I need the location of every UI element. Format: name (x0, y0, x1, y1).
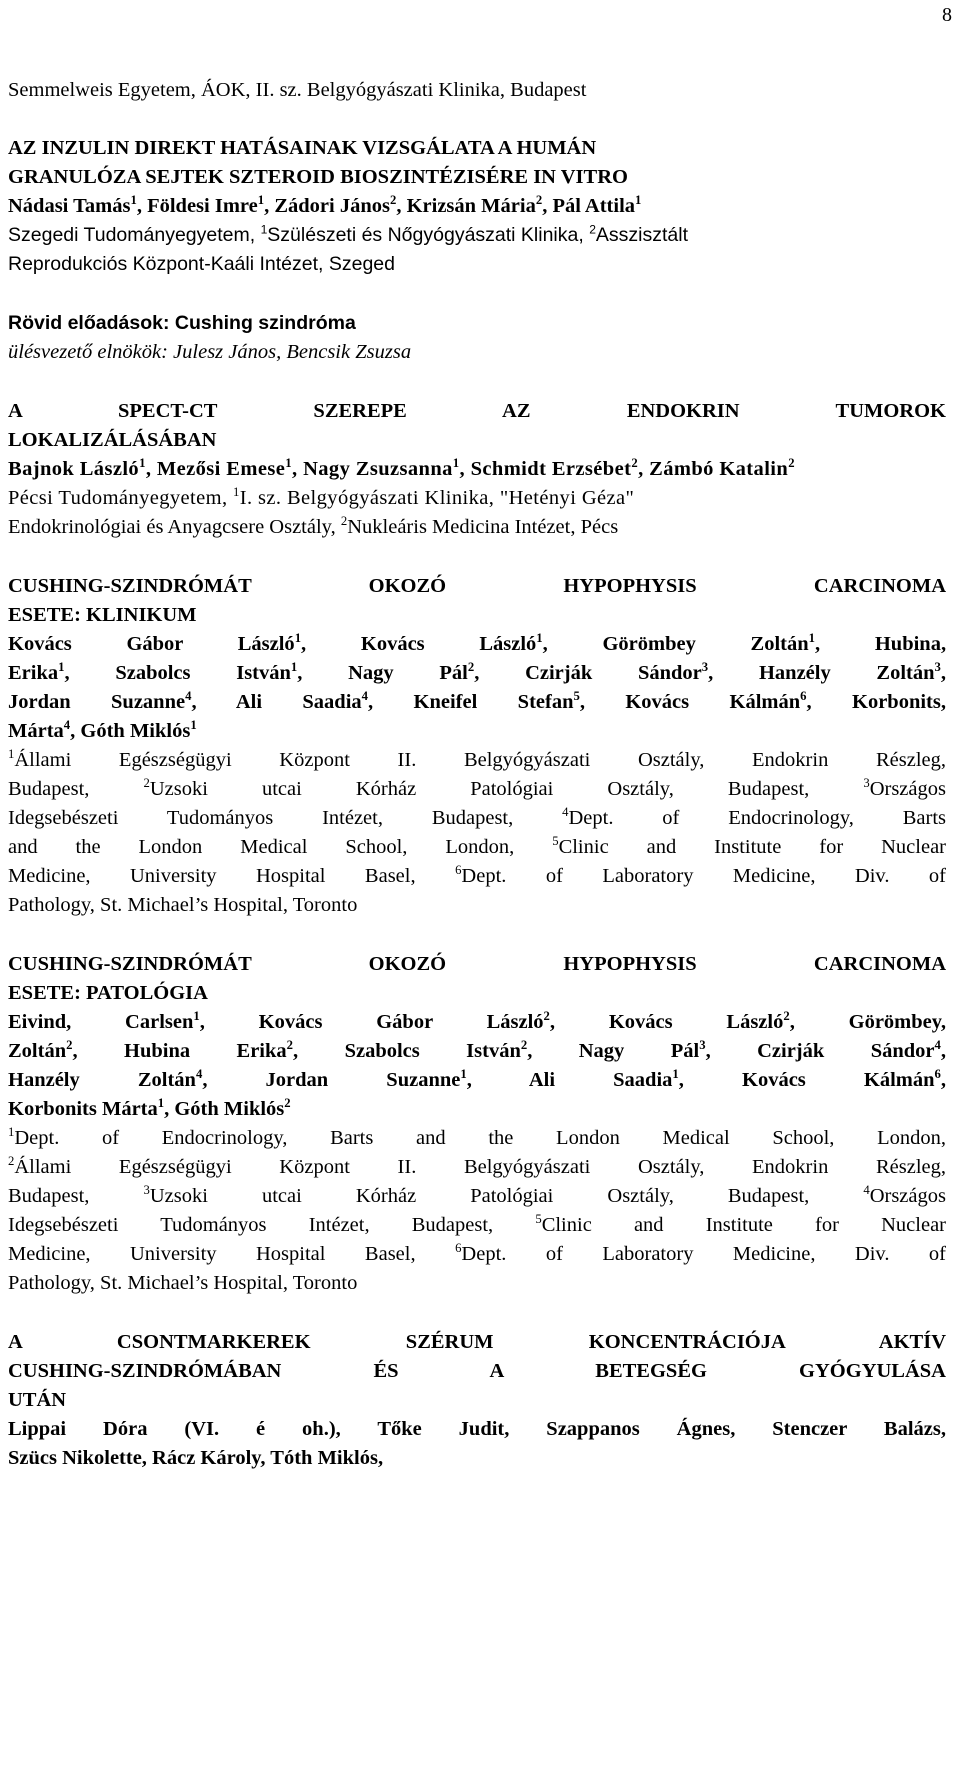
affiliation-mark: 5 (552, 834, 559, 849)
author-name: Szabolcs István (344, 1040, 521, 1062)
author-affiliation-mark: 2 (783, 1009, 790, 1024)
affiliation-line (8, 746, 946, 775)
author-affiliation-mark: 1 (672, 1067, 679, 1082)
author-line: Márta$^4$, Góth Miklós$^1$ (8, 718, 197, 742)
session-title: Rövid előadások: Cushing szindróma (8, 312, 356, 334)
author-affiliation-mark: 2 (631, 456, 639, 471)
affiliation-text: Állami Egészségügyi Központ II. Belgyógyászati Osztály, Endokrin Részleg, (14, 1156, 946, 1178)
author-list: Bajnok László$^1$, Mezősi Emese$^1$, Nagy Zsuzsanna$^1$, Schmidt Erzsébet$^2$, Zámbó Katalin$^2$ (8, 456, 795, 480)
affiliation-mark: 4 (562, 805, 569, 820)
author-name: Kovács László (360, 633, 537, 655)
author-name: Szabolcs István (115, 662, 291, 684)
affiliation-list (8, 1124, 946, 1298)
author-name: Kovács Gábor László (258, 1011, 544, 1033)
author-name: Erika (8, 662, 59, 684)
abstract-title: UTÁN (8, 1389, 67, 1411)
affiliation-mark: 1 (8, 747, 15, 762)
author-list: Szücs Nikolette, Rácz Károly, Tóth Miklós, (8, 1447, 384, 1469)
author-affiliation-mark: 1 (294, 631, 302, 646)
author-affiliation-mark: 2 (286, 1038, 294, 1053)
author-affiliation-mark: 3 (934, 660, 941, 675)
abstract-4 (8, 950, 946, 1298)
author-name: Krizsán Mária (406, 195, 536, 217)
author-affiliation-mark: 2 (467, 660, 475, 675)
abstract-title: LOKALIZÁLÁSÁBAN (8, 429, 217, 451)
affiliation-text: Idegsebészeti Tudományos Intézet, Budapest, (8, 1214, 536, 1236)
affiliation-text: Clinic and Institute for Nuclear (541, 1214, 946, 1236)
affiliation-line (8, 862, 946, 891)
author-name: Nádasi Tamás (8, 195, 131, 217)
author-line: Eivind, Carlsen$^1$, Kovács Gábor László$^2$, Kovács László$^2$, Görömbey, (8, 1009, 946, 1033)
author-affiliation-mark: 6 (800, 689, 807, 704)
author-name: Hanzély Zoltán (8, 1069, 196, 1091)
author-name: Kovács László (608, 1011, 784, 1033)
author-name: Zámbó Katalin (649, 458, 789, 480)
author-affiliation-mark: 1 (460, 1067, 467, 1082)
abstract-1 (8, 134, 946, 279)
author-line: Jordan Suzanne$^4$, Ali Saadia$^4$, Kneifel Stefan$^5$, Kovács Kálmán$^6$, Korbonits, (8, 689, 946, 713)
author-affiliation-mark: 1 (193, 1009, 200, 1024)
author-name: Korbonits (852, 691, 941, 713)
author-name: Márta (8, 720, 64, 742)
author-name: Góth Miklós (174, 1098, 285, 1120)
author-name: Mezősi Emese (156, 458, 286, 480)
author-name: Zoltán (8, 1040, 67, 1062)
author-affiliation-mark: 2 (543, 1009, 550, 1024)
affiliation-text: Uzsoki utcai Kórház Patológiai Osztály, Budapest, (149, 778, 864, 800)
author-affiliation-mark: 4 (63, 718, 71, 733)
author-line: Hanzély Zoltán$^4$, Jordan Suzanne$^1$, Ali Saadia$^1$, Kovács Kálmán$^6$, (8, 1067, 946, 1091)
affiliation-line (8, 1240, 946, 1269)
affiliation-mark: 6 (455, 863, 462, 878)
abstract-title: ESETE: PATOLÓGIA (8, 982, 208, 1004)
author-name: Ali Saadia (528, 1069, 673, 1091)
author-name: Schmidt Erzsébet (470, 458, 632, 480)
affiliation: Szegedi Tudományegyetem, $^1$Szülészeti és Nőgyógyászati Klinika, $^2$Asszisztált (8, 222, 689, 246)
affiliation-text: Dept. of Endocrinology, Barts (568, 807, 946, 829)
author-line: Korbonits Márta$^1$, Góth Miklós$^2$ (8, 1096, 291, 1120)
abstract-title: A CSONTMARKEREK SZÉRUM KONCENTRÁCIÓJA AKTÍV (8, 1331, 946, 1353)
affiliation-mark: 3 (863, 776, 870, 791)
author-affiliation-mark: 6 (934, 1067, 941, 1082)
author-affiliation-mark: 1 (190, 718, 197, 733)
author-affiliation-mark: 2 (520, 1038, 528, 1053)
author-affiliation-mark: 2 (389, 193, 397, 208)
author-affiliation-mark: 4 (361, 689, 369, 704)
author-name: Jordan Suzanne (8, 691, 186, 713)
author-affiliation-mark: 3 (699, 1038, 706, 1053)
author-name: Földesi Imre (147, 195, 258, 217)
affiliation-line (8, 1124, 946, 1153)
author-name: Czirják Sándor (757, 1040, 935, 1062)
affiliation-line (8, 1211, 946, 1240)
document-body (8, 76, 946, 1473)
author-affiliation-mark: 1 (285, 456, 292, 471)
abstract-2 (8, 397, 946, 542)
affiliation-text: Országos (869, 778, 946, 800)
author-name: Hubina Erika (124, 1040, 287, 1062)
author-name: Pál Attila (552, 195, 636, 217)
author-list: Lippai Dóra (VI. é oh.), Tőke Judit, Szappanos Ágnes, Stenczer Balázs, (8, 1418, 946, 1440)
author-affiliation-mark: 4 (195, 1067, 203, 1082)
author-name: Hubina (874, 633, 941, 655)
author-affiliation-mark: 2 (535, 193, 543, 208)
abstract-title: A SPECT-CT SZEREPE AZ ENDOKRIN TUMOROK (8, 400, 946, 422)
affiliation-text: Dept. of Endocrinology, Barts and the London Medical School, London, (14, 1127, 946, 1149)
author-name: Czirják Sándor (525, 662, 702, 684)
author-name: Kovács Gábor László (8, 633, 295, 655)
author-affiliation-mark: 2 (788, 456, 795, 471)
abstract-title: CUSHING-SZINDRÓMÁBAN ÉS A BETEGSÉG GYÓGYULÁSA (8, 1360, 946, 1382)
author-name: Zádori János (274, 195, 390, 217)
affiliation: Reprodukciós Központ-Kaáli Intézet, Szeged (8, 253, 395, 275)
author-affiliation-mark: 2 (284, 1096, 291, 1111)
affiliation-mark: 6 (455, 1241, 462, 1256)
author-name: Kovács Kálmán (625, 691, 801, 713)
abstract-3 (8, 572, 946, 920)
affiliation: Endokrinológiai és Anyagcsere Osztály, $^2$Nukleáris Medicina Intézet, Pécs (8, 514, 619, 538)
author-affiliation-mark: 1 (290, 660, 298, 675)
author-affiliation-mark: 1 (58, 660, 65, 675)
author-affiliation-mark: 1 (635, 193, 642, 208)
author-affiliation-mark: 3 (701, 660, 709, 675)
abstract-title: CUSHING-SZINDRÓMÁT OKOZÓ HYPOPHYSIS CARCINOMA (8, 953, 946, 975)
author-affiliation-mark: 5 (573, 689, 580, 704)
affiliation-text: Országos (869, 1185, 946, 1207)
author-affiliation-mark: 4 (934, 1038, 941, 1053)
author-name: Kovács Kálmán (742, 1069, 935, 1091)
affiliation-text: Budapest, (8, 778, 144, 800)
abstract-title: ESETE: KLINIKUM (8, 604, 197, 626)
author-list: Nádasi Tamás$^1$, Földesi Imre$^1$, Zádori János$^2$, Krizsán Mária$^2$, Pál Attila$^1$ (8, 193, 642, 217)
author-name: Eivind, Carlsen (8, 1011, 194, 1033)
affiliation-text: Pathology, St. Michael’s Hospital, Toronto (8, 1272, 358, 1294)
author-affiliation-mark: 1 (257, 193, 265, 208)
author-list (8, 1008, 946, 1124)
affiliation-mark: 1 (8, 1125, 15, 1140)
author-name: Hanzély Zoltán (758, 662, 935, 684)
abstract-title: GRANULÓZA SEJTEK SZTEROID BIOSZINTÉZISÉRE IN VITRO (8, 166, 628, 188)
author-affiliation-mark: 1 (139, 456, 146, 471)
abstract-5 (8, 1328, 946, 1473)
author-name: Bajnok László (8, 458, 140, 480)
author-affiliation-mark: 4 (185, 689, 192, 704)
author-name: Korbonits Márta (8, 1098, 158, 1120)
affiliation-mark: 3 (143, 1183, 150, 1198)
author-name: Görömbey (848, 1011, 941, 1033)
affiliation-text: and the London Medical School, London, (8, 836, 553, 858)
author-affiliation-mark: 1 (808, 631, 816, 646)
affiliation-mark: 2 (8, 1154, 15, 1169)
author-name: Ali Saadia (235, 691, 362, 713)
affiliation-text: Clinic and Institute for Nuclear (558, 836, 946, 858)
affiliation-line (8, 775, 946, 804)
abstract-title: CUSHING-SZINDRÓMÁT OKOZÓ HYPOPHYSIS CARCINOMA (8, 575, 946, 597)
author-name: Görömbey Zoltán (602, 633, 809, 655)
author-name: Nagy Zsuzsanna (303, 458, 453, 480)
abstract-title: AZ INZULIN DIREKT HATÁSAINAK VIZSGÁLATA A HUMÁN (8, 137, 597, 159)
affiliation-text: Budapest, (8, 1185, 144, 1207)
affiliation-text: Pathology, St. Michael’s Hospital, Toronto (8, 894, 358, 916)
author-affiliation-mark: 1 (130, 193, 137, 208)
author-name: Nagy Pál (348, 662, 468, 684)
affiliation-line (8, 1153, 946, 1182)
affiliation-list (8, 746, 946, 920)
author-name: Nagy Pál (578, 1040, 700, 1062)
author-name: Góth Miklós (80, 720, 191, 742)
author-name: Jordan Suzanne (265, 1069, 461, 1091)
author-affiliation-mark: 1 (157, 1096, 165, 1111)
header-affiliation: Semmelweis Egyetem, ÁOK, II. sz. Belgyógyászati Klinika, Budapest (8, 79, 587, 101)
author-line: Erika$^1$, Szabolcs István$^1$, Nagy Pál$^2$, Czirják Sándor$^3$, Hanzély Zoltán$^3$, (8, 660, 947, 684)
affiliation-line (8, 804, 946, 833)
affiliation-text: Dept. of Laboratory Medicine, Div. of (461, 1243, 946, 1265)
affiliation-text: Állami Egészségügyi Központ II. Belgyógyászati Osztály, Endokrin Részleg, (14, 749, 946, 771)
affiliation-mark: 5 (535, 1212, 542, 1227)
affiliation-text: Dept. of Laboratory Medicine, Div. of (461, 865, 946, 887)
page-number: 8 (942, 4, 952, 26)
affiliation-mark: 4 (863, 1183, 870, 1198)
author-affiliation-mark: 1 (536, 631, 543, 646)
affiliation-line (8, 833, 946, 862)
author-list (8, 630, 946, 746)
affiliation: Pécsi Tudományegyetem, $^1$I. sz. Belgyógyászati Klinika, "Hetényi Géza" (8, 485, 635, 509)
author-affiliation-mark: 2 (66, 1038, 73, 1053)
author-affiliation-mark: 1 (452, 456, 460, 471)
author-name: Kneifel Stefan (413, 691, 574, 713)
affiliation-text: Idegsebészeti Tudományos Intézet, Budapest, (8, 807, 563, 829)
author-line: Zoltán$^2$, Hubina Erika$^2$, Szabolcs István$^2$, Nagy Pál$^3$, Czirják Sándor$^4$, (8, 1038, 946, 1062)
affiliation-text: Medicine, University Hospital Basel, (8, 865, 456, 887)
affiliation-line (8, 891, 946, 920)
author-line: Kovács Gábor László$^1$, Kovács László$^1$, Görömbey Zoltán$^1$, Hubina, (8, 631, 947, 655)
affiliation-text: Medicine, University Hospital Basel, (8, 1243, 456, 1265)
affiliation-text: Uzsoki utcai Kórház Patológiai Osztály, Budapest, (149, 1185, 864, 1207)
affiliation-mark: 2 (143, 776, 150, 791)
session-chairs: ülésvezető elnökök: Julesz János, Bencsik Zsuzsa (8, 341, 412, 363)
affiliation-line (8, 1182, 946, 1211)
affiliation-line (8, 1269, 946, 1298)
